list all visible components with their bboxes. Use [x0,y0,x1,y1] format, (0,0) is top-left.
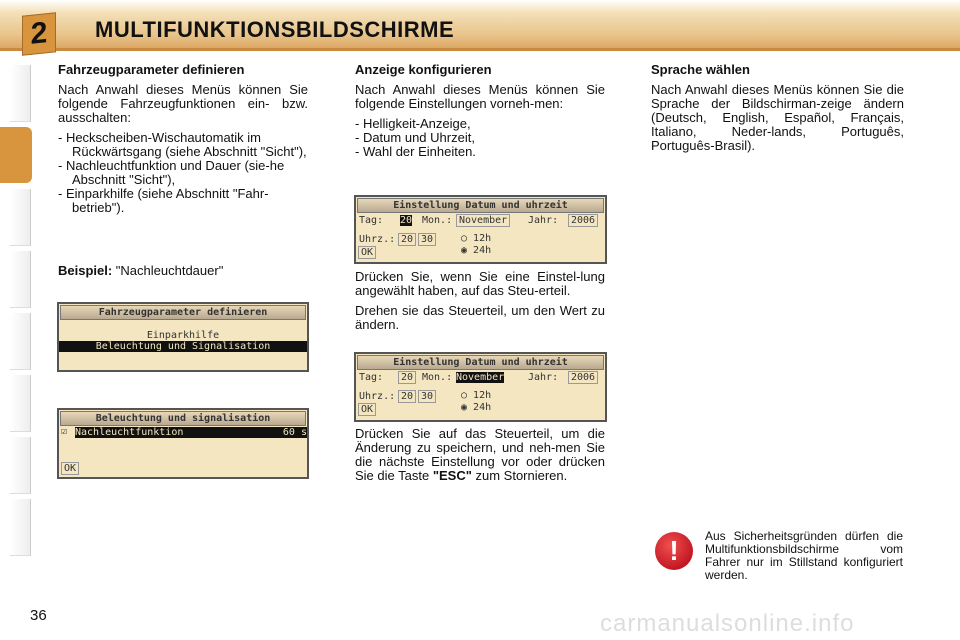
menu-item[interactable]: Einparkhilfe [146,330,220,341]
hour-field[interactable]: 20 [398,390,416,403]
list [355,117,605,159]
day-field[interactable]: 20 [400,215,413,226]
column-vehicle-params [58,63,308,215]
screen-title: Einstellung Datum und uhrzeit [357,355,604,370]
screen-date-time-2 [354,352,607,422]
ok-button[interactable]: OK [358,246,376,259]
chapter-tab[interactable] [10,313,31,370]
list-item: - Datum und Uhrzeit, [355,130,475,145]
warning-text: Aus Sicherheitsgründen dürfen die Multifunktionsbildschirme vom Fahrer nur im Stillstand konfiguriert werden. [705,529,903,582]
minute-field[interactable]: 30 [418,233,436,246]
text: Drücken Sie auf das Steuerteil, um die Änderung zu speichern, und neh-men Sie die nächste Einstellung vor oder drücken Sie die Taste [355,426,605,483]
month-field-selected[interactable]: November [456,372,505,383]
instructions-1 [355,270,605,338]
watermark: carmanualsonline.info [600,610,855,637]
chapter-tab[interactable] [10,437,31,494]
hour-field[interactable]: 20 [398,233,416,246]
paragraph: Nach Anwahl dieses Menüs können Sie folgende Fahrzeugfunktionen ein- bzw. ausschalten: [58,82,308,125]
day-field[interactable]: 20 [398,371,416,384]
radio-12h[interactable]: ○ 12h [461,390,492,401]
paragraph: Drehen sie das Steuerteil, um den Wert zu ändern. [355,303,605,332]
chapter-tab-active[interactable] [0,127,32,183]
ok-button[interactable]: OK [358,403,376,416]
list-item: - Helligkeit-Anzeige, [355,116,471,131]
list-item: - Heckscheiben-Wischautomatik im Rückwärtsgang (siehe Abschnitt "Sicht"), [58,130,307,159]
label: Uhrz.: [359,234,396,245]
menu-item-selected[interactable]: Beleuchtung und Signalisation [59,341,307,352]
minute-field[interactable]: 30 [418,390,436,403]
screen-title: Einstellung Datum und uhrzeit [357,198,604,213]
paragraph: Drücken Sie, wenn Sie eine Einstel-lung angewählt haben, auf das Steu-erteil. [355,269,605,298]
chapter-tabs [0,65,30,575]
paragraph: Nach Anwahl dieses Menüs können Sie die Sprache der Bildschirman-zeige ändern (Deutsch, English, Español, Français, Italiano, Neder-lands, Português, Português-Brasil). [651,82,904,153]
checkbox-icon[interactable]: ☑ [61,426,68,437]
section-heading: Anzeige konfigurieren [355,62,492,77]
page-number: 36 [30,607,47,624]
chapter-tab[interactable] [10,65,31,122]
screen-lighting [57,408,309,479]
radio-12h[interactable]: ○ 12h [461,233,492,244]
label: Jahr: [528,372,559,383]
list [58,131,308,215]
menu-item-selected[interactable] [75,427,307,438]
radio-24h[interactable]: ◉ 24h [461,402,492,413]
header-line [0,48,960,51]
warning-icon: ! [655,532,693,570]
chapter-number: 2 [22,12,56,56]
screen-vehicle-params [57,302,309,372]
text: zum Stornieren. [471,468,568,483]
radio-24h[interactable]: ◉ 24h [461,245,492,256]
column-language [651,63,904,159]
label: Tag: [359,372,384,383]
paragraph [355,427,605,483]
section-heading: Sprache wählen [651,62,750,77]
chapter-tab[interactable] [10,499,31,556]
radio-label: 24h [473,402,492,413]
instructions-2 [355,427,605,489]
year-field[interactable]: 2006 [568,214,598,227]
screen-date-time-1 [354,195,607,264]
ok-button[interactable]: OK [61,462,79,475]
item-value: 60 s [282,427,307,438]
list-item: - Einparkhilfe (siehe Abschnitt "Fahr-betrieb"). [58,186,269,215]
radio-label: 12h [473,233,492,244]
year-field[interactable]: 2006 [568,371,598,384]
label: Mon.: [422,372,453,383]
radio-label: 24h [473,245,492,256]
screen-title: Fahrzeugparameter definieren [60,305,306,320]
example-label: Beispiel: [58,263,113,278]
chapter-tab[interactable] [10,189,31,246]
month-field[interactable]: November [456,214,510,227]
list-item: - Nachleuchtfunktion und Dauer (sie-he Abschnitt "Sicht"), [58,158,285,187]
label: Tag: [359,215,384,226]
paragraph: Nach Anwahl dieses Menüs können Sie folgende Einstellungen vorneh-men: [355,82,605,111]
column-display-config [355,63,605,159]
page-title: MULTIFUNKTIONSBILDSCHIRME [95,17,455,42]
example [58,264,308,278]
section-heading: Fahrzeugparameter definieren [58,62,245,77]
label: Jahr: [528,215,559,226]
screen-title: Beleuchtung und signalisation [60,411,306,426]
chapter-tab[interactable] [10,251,31,308]
label: Mon.: [422,215,453,226]
radio-label: 12h [473,390,492,401]
key-name: "ESC" [432,468,472,483]
label: Uhrz.: [359,391,396,402]
example-value: "Nachleuchtdauer" [112,263,224,278]
item-label: Nachleuchtfunktion [75,427,184,438]
chapter-tab[interactable] [10,375,31,432]
list-item: - Wahl der Einheiten. [355,144,476,159]
